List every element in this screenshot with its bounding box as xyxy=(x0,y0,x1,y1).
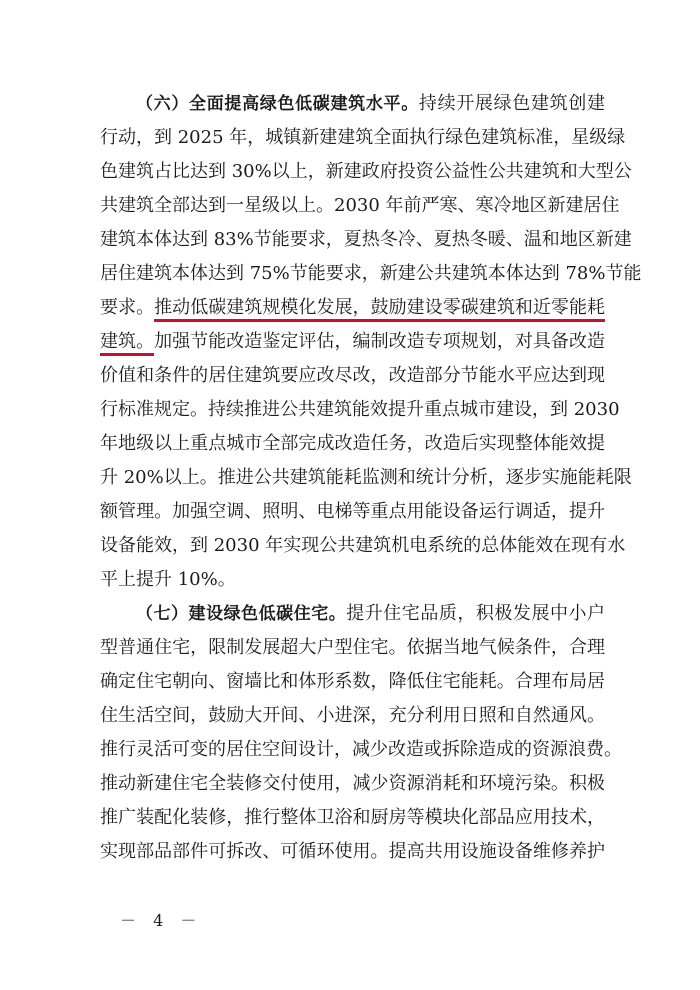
highlighted-text: 推动低碳建筑规模化发展，鼓励建设零碳建筑和近零能耗 xyxy=(154,297,605,322)
paragraph-1-line-6: 居住建筑本体达到 75%节能要求，新建公共建筑本体达到 78%节能 xyxy=(100,263,642,284)
highlighted-text: 建筑。 xyxy=(100,331,154,356)
paragraph-2-line-6: 推动新建住宅全装修交付使用，减少资源消耗和环境污染。积极 xyxy=(100,773,605,794)
page-number: － 4 － xyxy=(120,911,203,930)
paragraph-1-line-3: 色建筑占比达到 30%以上，新建政府投资公益性公共建筑和大型公 xyxy=(100,161,632,182)
section-heading-7: （七）建设绿色低碳住宅。 xyxy=(136,604,347,624)
paragraph-1-line-8 xyxy=(100,325,605,359)
paragraph-2-line-2: 型普通住宅，限制发展超大户型住宅。依据当地气候条件，合理 xyxy=(100,637,605,658)
paragraph-2-line-8: 实现部品部件可拆改、可循环使用。提高共用设施设备维修养护 xyxy=(100,841,605,862)
document-body xyxy=(100,87,642,869)
paragraph-1-line-14: 设备能效，到 2030 年实现公共建筑机电系统的总体能效在现有水 xyxy=(100,535,626,556)
paragraph-1-line-2: 行动，到 2025 年，城镇新建建筑全面执行绿色建筑标准，星级绿 xyxy=(100,127,626,148)
paragraph-1-line-10: 行标准规定。持续推进公共建筑能效提升重点城市建设，到 2030 xyxy=(100,399,620,420)
paragraph-1-line-12: 升 20%以上。推进公共建筑能耗监测和统计分析，逐步实施能耗限 xyxy=(100,467,632,488)
paragraph-2-line-4: 住生活空间，鼓励大开间、小进深，充分利用日照和自然通风。 xyxy=(100,705,605,726)
paragraph-1-line-7 xyxy=(100,291,605,325)
paragraph-1-line-5: 建筑本体达到 83%节能要求，夏热冬冷、夏热冬暖、温和地区新建 xyxy=(100,229,632,250)
section-heading-6: （六）全面提高绿色低碳建筑水平。 xyxy=(136,94,419,114)
paragraph-2-line-7: 推广装配化装修，推行整体卫浴和厨房等模块化部品应用技术， xyxy=(100,807,605,828)
body-text: 加强节能改造鉴定评估，编制改造专项规划，对具备改造 xyxy=(154,331,606,352)
paragraph-1-line-11: 年地级以上重点城市全部完成改造任务，改造后实现整体能效提 xyxy=(100,433,605,454)
body-text: 持续开展绿色建筑创建 xyxy=(418,93,606,114)
paragraph-1-line-15: 平上提升 10%。 xyxy=(100,569,236,590)
paragraph-2-line-5: 推行灵活可变的居住空间设计，减少改造或拆除造成的资源浪费。 xyxy=(100,739,622,760)
paragraph-1-line-1 xyxy=(100,87,605,121)
paragraph-2-line-3: 确定住宅朝向、窗墙比和体形系数，降低住宅能耗。合理布局居 xyxy=(100,671,605,692)
body-text: 提升住宅品质，积极发展中小户 xyxy=(346,603,606,624)
paragraph-1-line-4: 共建筑全部达到一星级以上。2030 年前严寒、寒冷地区新建居住 xyxy=(100,195,620,216)
paragraph-1-line-13: 额管理。加强空调、照明、电梯等重点用能设备运行调适，提升 xyxy=(100,501,605,522)
paragraph-2-line-1 xyxy=(100,597,605,631)
body-text: 要求。 xyxy=(100,297,155,318)
paragraph-1-line-9: 价值和条件的居住建筑要应改尽改，改造部分节能水平应达到现 xyxy=(100,365,605,386)
